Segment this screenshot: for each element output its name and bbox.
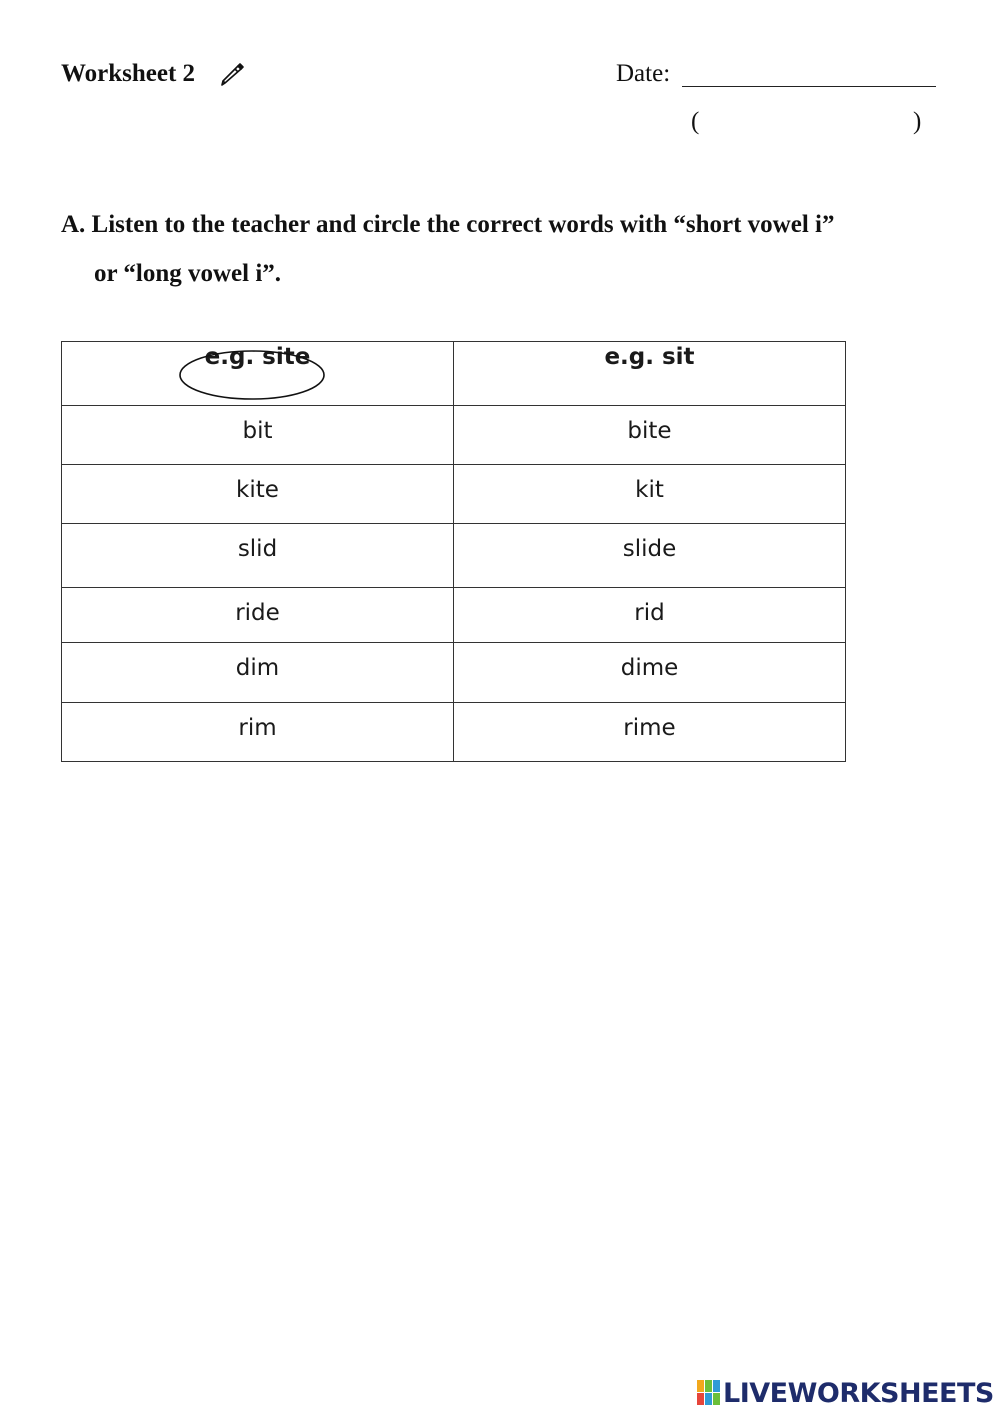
date-field[interactable] xyxy=(682,86,936,87)
date-label: Date: xyxy=(616,60,671,87)
paren-open: ( xyxy=(691,108,700,135)
word-option-right[interactable]: slide xyxy=(454,524,846,588)
liveworksheets-brand xyxy=(697,1375,994,1411)
worksheet-title: Worksheet 2 xyxy=(61,60,196,87)
example-left-word: e.g. site xyxy=(204,344,311,370)
example-row xyxy=(62,342,846,406)
instruction-line-1: A. Listen to the teacher and circle the correct words with “short vowel i” xyxy=(61,211,835,238)
word-option-left[interactable]: slid xyxy=(62,524,454,588)
example-right-word: e.g. sit xyxy=(604,344,695,370)
word-option-left[interactable]: bit xyxy=(62,406,454,465)
instruction-line-2: or “long vowel i”. xyxy=(94,260,282,287)
table-row xyxy=(62,465,846,524)
word-table xyxy=(61,341,846,762)
table-row xyxy=(62,588,846,643)
table-row xyxy=(62,406,846,465)
word-option-right[interactable]: rime xyxy=(454,703,846,762)
pencil-icon xyxy=(219,62,247,86)
table-row xyxy=(62,643,846,703)
example-right-cell xyxy=(454,342,846,406)
word-option-right[interactable]: rid xyxy=(454,588,846,643)
word-option-left[interactable]: rim xyxy=(62,703,454,762)
table-row xyxy=(62,703,846,762)
word-option-left[interactable]: kite xyxy=(62,465,454,524)
word-option-right[interactable]: bite xyxy=(454,406,846,465)
word-option-right[interactable]: kit xyxy=(454,465,846,524)
paren-close: ) xyxy=(913,108,922,135)
circle-mark xyxy=(178,348,326,400)
word-option-left[interactable]: dim xyxy=(62,643,454,703)
table-row xyxy=(62,524,846,588)
example-left-cell xyxy=(62,342,454,406)
instruction-text xyxy=(61,200,941,298)
liveworksheets-logo-icon xyxy=(697,1380,721,1406)
word-option-right[interactable]: dime xyxy=(454,643,846,703)
word-option-left[interactable]: ride xyxy=(62,588,454,643)
brand-name: LIVEWORKSHEETS xyxy=(723,1377,994,1409)
